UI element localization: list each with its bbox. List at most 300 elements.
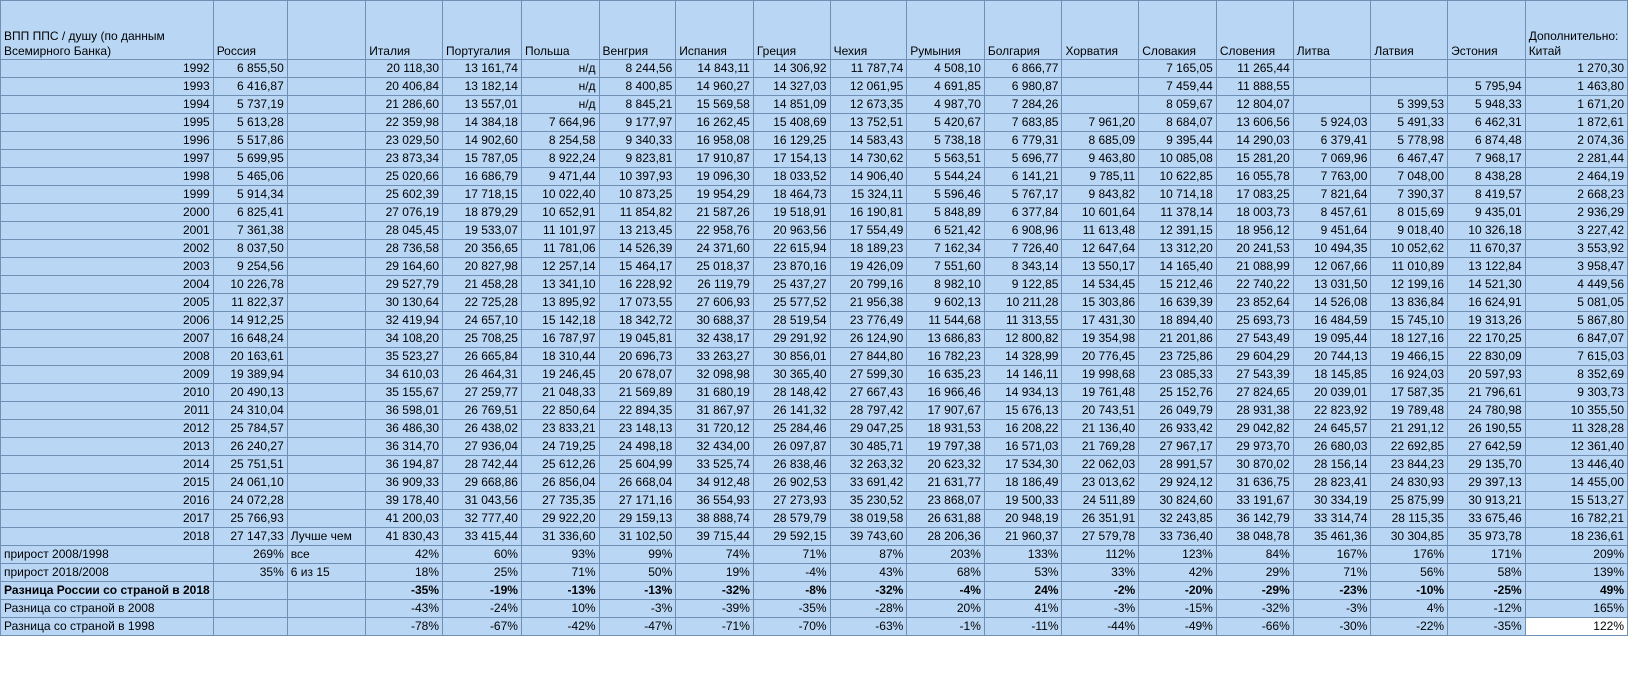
cell[interactable]: [287, 618, 366, 636]
cell[interactable]: 24 657,10: [443, 312, 522, 330]
cell[interactable]: 19 533,07: [443, 222, 522, 240]
cell[interactable]: 18 186,49: [984, 474, 1062, 492]
cell[interactable]: 18 931,53: [907, 420, 985, 438]
cell[interactable]: 5 924,03: [1293, 114, 1371, 132]
cell[interactable]: 24 719,25: [521, 438, 599, 456]
cell[interactable]: 16 782,23: [907, 348, 985, 366]
cell[interactable]: 28 148,42: [753, 384, 830, 402]
column-header[interactable]: Чехия: [830, 1, 907, 60]
cell[interactable]: 15 787,05: [443, 150, 522, 168]
cell[interactable]: 33 191,67: [1216, 492, 1293, 510]
cell[interactable]: 29%: [1216, 564, 1293, 582]
column-header[interactable]: Дополнительно: Китай: [1525, 1, 1627, 60]
cell[interactable]: 22 958,76: [676, 222, 754, 240]
cell[interactable]: 24 830,93: [1371, 474, 1448, 492]
cell[interactable]: 5 544,24: [907, 168, 985, 186]
cell[interactable]: 23 852,64: [1216, 294, 1293, 312]
cell[interactable]: 17 587,35: [1371, 384, 1448, 402]
cell[interactable]: 9 602,13: [907, 294, 985, 312]
cell[interactable]: 30 824,60: [1139, 492, 1217, 510]
cell[interactable]: 36 486,30: [366, 420, 443, 438]
cell[interactable]: 38 019,58: [830, 510, 907, 528]
cell[interactable]: 16 924,03: [1371, 366, 1448, 384]
cell[interactable]: 9 463,80: [1062, 150, 1139, 168]
cell[interactable]: 26 838,46: [753, 456, 830, 474]
cell[interactable]: 5 778,98: [1371, 132, 1448, 150]
cell[interactable]: 21 587,26: [676, 204, 754, 222]
cell[interactable]: 6 847,07: [1525, 330, 1627, 348]
cell[interactable]: прирост 2008/1998: [1, 546, 214, 564]
cell[interactable]: 26 856,04: [521, 474, 599, 492]
cell[interactable]: 25 284,46: [753, 420, 830, 438]
cell[interactable]: 4 691,85: [907, 78, 985, 96]
cell[interactable]: 14 902,60: [443, 132, 522, 150]
cell[interactable]: 18 342,72: [599, 312, 676, 330]
cell[interactable]: 11 670,37: [1448, 240, 1526, 258]
cell[interactable]: 20%: [907, 600, 985, 618]
cell[interactable]: 28 823,41: [1293, 474, 1371, 492]
cell[interactable]: 5 767,17: [984, 186, 1062, 204]
cell[interactable]: 9 471,44: [521, 168, 599, 186]
cell[interactable]: 1997: [1, 150, 214, 168]
cell[interactable]: 16 787,97: [521, 330, 599, 348]
cell[interactable]: 10 211,28: [984, 294, 1062, 312]
cell[interactable]: 27 967,17: [1139, 438, 1217, 456]
cell[interactable]: 93%: [521, 546, 599, 564]
cell[interactable]: 35 230,52: [830, 492, 907, 510]
cell[interactable]: 9 395,44: [1139, 132, 1217, 150]
cell[interactable]: -12%: [1448, 600, 1526, 618]
cell[interactable]: 13 752,51: [830, 114, 907, 132]
cell[interactable]: 26 464,31: [443, 366, 522, 384]
cell[interactable]: 2008: [1, 348, 214, 366]
cell[interactable]: -44%: [1062, 618, 1139, 636]
column-header[interactable]: Хорватия: [1062, 1, 1139, 60]
cell[interactable]: [287, 78, 366, 96]
cell[interactable]: 36 909,33: [366, 474, 443, 492]
cell[interactable]: 24 061,10: [213, 474, 287, 492]
cell[interactable]: 20 597,93: [1448, 366, 1526, 384]
cell[interactable]: 5 517,86: [213, 132, 287, 150]
cell[interactable]: 25 020,66: [366, 168, 443, 186]
cell[interactable]: 11 888,55: [1216, 78, 1293, 96]
cell[interactable]: 32 263,32: [830, 456, 907, 474]
cell[interactable]: 2009: [1, 366, 214, 384]
cell[interactable]: 7 551,60: [907, 258, 985, 276]
cell[interactable]: 33 314,74: [1293, 510, 1371, 528]
cell[interactable]: 25 577,52: [753, 294, 830, 312]
cell[interactable]: 20 241,53: [1216, 240, 1293, 258]
cell[interactable]: 123%: [1139, 546, 1217, 564]
cell[interactable]: 33 525,74: [676, 456, 754, 474]
cell[interactable]: 8 457,61: [1293, 204, 1371, 222]
cell[interactable]: 23 776,49: [830, 312, 907, 330]
cell[interactable]: 7 615,03: [1525, 348, 1627, 366]
cell[interactable]: [287, 330, 366, 348]
cell[interactable]: 71%: [1293, 564, 1371, 582]
cell[interactable]: 23 725,86: [1139, 348, 1217, 366]
cell[interactable]: 18 310,44: [521, 348, 599, 366]
cell[interactable]: 8 922,24: [521, 150, 599, 168]
cell[interactable]: 25 604,99: [599, 456, 676, 474]
cell[interactable]: [287, 96, 366, 114]
cell[interactable]: 24 498,18: [599, 438, 676, 456]
cell[interactable]: 5 491,33: [1371, 114, 1448, 132]
cell[interactable]: 6 379,41: [1293, 132, 1371, 150]
cell[interactable]: 26 668,04: [599, 474, 676, 492]
cell[interactable]: 22 830,09: [1448, 348, 1526, 366]
cell[interactable]: 13 341,10: [521, 276, 599, 294]
cell[interactable]: 7 162,34: [907, 240, 985, 258]
cell[interactable]: 30 870,02: [1216, 456, 1293, 474]
cell[interactable]: [213, 582, 287, 600]
cell[interactable]: 26 769,51: [443, 402, 522, 420]
cell[interactable]: 5 081,05: [1525, 294, 1627, 312]
cell[interactable]: 28 156,14: [1293, 456, 1371, 474]
cell[interactable]: 22 062,03: [1062, 456, 1139, 474]
cell[interactable]: 26 933,42: [1139, 420, 1217, 438]
cell[interactable]: 112%: [1062, 546, 1139, 564]
column-header[interactable]: Италия: [366, 1, 443, 60]
cell[interactable]: 28 742,44: [443, 456, 522, 474]
cell[interactable]: 33 675,46: [1448, 510, 1526, 528]
cell[interactable]: 56%: [1371, 564, 1448, 582]
cell[interactable]: 21 286,60: [366, 96, 443, 114]
cell[interactable]: 20 118,30: [366, 60, 443, 78]
cell[interactable]: 12 199,16: [1371, 276, 1448, 294]
cell[interactable]: 4 508,10: [907, 60, 985, 78]
cell[interactable]: 25 152,76: [1139, 384, 1217, 402]
cell[interactable]: 43%: [830, 564, 907, 582]
cell[interactable]: 21 201,86: [1139, 330, 1217, 348]
cell[interactable]: 1995: [1, 114, 214, 132]
cell[interactable]: 17 718,15: [443, 186, 522, 204]
column-header[interactable]: Россия: [213, 1, 287, 60]
cell[interactable]: 17 431,30: [1062, 312, 1139, 330]
cell[interactable]: 2 936,29: [1525, 204, 1627, 222]
cell[interactable]: -2%: [1062, 582, 1139, 600]
cell[interactable]: 8 438,28: [1448, 168, 1526, 186]
cell[interactable]: 11 787,74: [830, 60, 907, 78]
cell[interactable]: 22 850,64: [521, 402, 599, 420]
column-header[interactable]: [287, 1, 366, 60]
cell[interactable]: 11 544,68: [907, 312, 985, 330]
cell[interactable]: 19 998,68: [1062, 366, 1139, 384]
cell[interactable]: 29 135,70: [1448, 456, 1526, 474]
cell[interactable]: 32 419,94: [366, 312, 443, 330]
cell[interactable]: 11 265,44: [1216, 60, 1293, 78]
column-header[interactable]: Польша: [521, 1, 599, 60]
cell[interactable]: 2000: [1, 204, 214, 222]
cell[interactable]: 17 154,13: [753, 150, 830, 168]
cell[interactable]: -66%: [1216, 618, 1293, 636]
cell[interactable]: 6 779,31: [984, 132, 1062, 150]
cell[interactable]: 31 102,50: [599, 528, 676, 546]
cell[interactable]: 24 511,89: [1062, 492, 1139, 510]
cell[interactable]: 41 200,03: [366, 510, 443, 528]
cell[interactable]: 41 830,43: [366, 528, 443, 546]
cell[interactable]: 8 244,56: [599, 60, 676, 78]
cell[interactable]: 29 291,92: [753, 330, 830, 348]
cell[interactable]: [1062, 96, 1139, 114]
cell[interactable]: 19 761,48: [1062, 384, 1139, 402]
cell[interactable]: 74%: [676, 546, 754, 564]
cell[interactable]: -47%: [599, 618, 676, 636]
cell[interactable]: 29 159,13: [599, 510, 676, 528]
cell[interactable]: 15 408,69: [753, 114, 830, 132]
cell[interactable]: 34 108,20: [366, 330, 443, 348]
cell[interactable]: [287, 366, 366, 384]
cell[interactable]: -30%: [1293, 618, 1371, 636]
cell[interactable]: 39 178,40: [366, 492, 443, 510]
cell[interactable]: 8 845,21: [599, 96, 676, 114]
cell[interactable]: 13 161,74: [443, 60, 522, 78]
cell[interactable]: 2018: [1, 528, 214, 546]
cell[interactable]: 24 310,04: [213, 402, 287, 420]
cell[interactable]: 10 873,25: [599, 186, 676, 204]
cell[interactable]: 5 737,19: [213, 96, 287, 114]
cell[interactable]: 39 715,44: [676, 528, 754, 546]
cell[interactable]: 36 194,87: [366, 456, 443, 474]
cell[interactable]: 12 361,40: [1525, 438, 1627, 456]
cell[interactable]: 23 844,23: [1371, 456, 1448, 474]
cell[interactable]: 9 435,01: [1448, 204, 1526, 222]
cell[interactable]: 16 129,25: [753, 132, 830, 150]
cell[interactable]: 35 523,27: [366, 348, 443, 366]
cell[interactable]: 7 459,44: [1139, 78, 1217, 96]
cell[interactable]: 21 088,99: [1216, 258, 1293, 276]
cell[interactable]: -22%: [1371, 618, 1448, 636]
column-header[interactable]: Словения: [1216, 1, 1293, 60]
column-header[interactable]: Словакия: [1139, 1, 1217, 60]
cell[interactable]: 9 785,11: [1062, 168, 1139, 186]
cell[interactable]: 12 067,66: [1293, 258, 1371, 276]
cell[interactable]: 29 924,12: [1139, 474, 1217, 492]
cell[interactable]: 27 076,19: [366, 204, 443, 222]
cell[interactable]: 269%: [213, 546, 287, 564]
cell[interactable]: -70%: [753, 618, 830, 636]
cell[interactable]: 21 631,77: [907, 474, 985, 492]
cell[interactable]: 16 782,21: [1525, 510, 1627, 528]
cell[interactable]: 2003: [1, 258, 214, 276]
cell[interactable]: 26 124,90: [830, 330, 907, 348]
cell[interactable]: 6 866,77: [984, 60, 1062, 78]
cell[interactable]: 27 667,43: [830, 384, 907, 402]
cell[interactable]: 7 968,17: [1448, 150, 1526, 168]
cell[interactable]: 10 652,91: [521, 204, 599, 222]
cell[interactable]: 17 073,55: [599, 294, 676, 312]
cell[interactable]: 2 668,23: [1525, 186, 1627, 204]
cell[interactable]: 27 147,33: [213, 528, 287, 546]
cell[interactable]: 17 907,67: [907, 402, 985, 420]
cell[interactable]: 6 825,41: [213, 204, 287, 222]
cell[interactable]: 25 437,27: [753, 276, 830, 294]
cell[interactable]: 3 958,47: [1525, 258, 1627, 276]
cell[interactable]: 24%: [984, 582, 1062, 600]
cell[interactable]: 165%: [1525, 600, 1627, 618]
cell[interactable]: 10 052,62: [1371, 240, 1448, 258]
cell[interactable]: -42%: [521, 618, 599, 636]
cell[interactable]: 8 419,57: [1448, 186, 1526, 204]
cell[interactable]: 11 010,89: [1371, 258, 1448, 276]
cell[interactable]: 38 048,78: [1216, 528, 1293, 546]
cell[interactable]: 8 400,85: [599, 78, 676, 96]
cell[interactable]: 25 875,99: [1371, 492, 1448, 510]
cell[interactable]: 12 673,35: [830, 96, 907, 114]
cell[interactable]: 7 683,85: [984, 114, 1062, 132]
cell[interactable]: 34 610,03: [366, 366, 443, 384]
cell[interactable]: 2002: [1, 240, 214, 258]
cell[interactable]: 20 799,16: [830, 276, 907, 294]
cell[interactable]: 71%: [753, 546, 830, 564]
cell[interactable]: [1293, 96, 1371, 114]
cell[interactable]: 167%: [1293, 546, 1371, 564]
cell[interactable]: 16 648,24: [213, 330, 287, 348]
cell[interactable]: 11 854,82: [599, 204, 676, 222]
cell[interactable]: 31 043,56: [443, 492, 522, 510]
cell[interactable]: 9 451,64: [1293, 222, 1371, 240]
cell[interactable]: -13%: [521, 582, 599, 600]
cell[interactable]: 29 164,60: [366, 258, 443, 276]
cell[interactable]: [287, 114, 366, 132]
cell[interactable]: 8 059,67: [1139, 96, 1217, 114]
cell[interactable]: 2015: [1, 474, 214, 492]
cell[interactable]: 26 902,53: [753, 474, 830, 492]
cell[interactable]: 10 022,40: [521, 186, 599, 204]
cell[interactable]: 16 208,22: [984, 420, 1062, 438]
cell[interactable]: 18%: [366, 564, 443, 582]
cell[interactable]: 2013: [1, 438, 214, 456]
cell[interactable]: 13 686,83: [907, 330, 985, 348]
cell[interactable]: [287, 402, 366, 420]
cell[interactable]: -24%: [443, 600, 522, 618]
cell[interactable]: [287, 258, 366, 276]
cell[interactable]: 20 356,65: [443, 240, 522, 258]
cell[interactable]: 30 485,71: [830, 438, 907, 456]
cell[interactable]: 13 122,84: [1448, 258, 1526, 276]
cell[interactable]: 26 351,91: [1062, 510, 1139, 528]
cell[interactable]: 24 780,98: [1448, 402, 1526, 420]
cell[interactable]: 41%: [984, 600, 1062, 618]
cell[interactable]: 28 991,57: [1139, 456, 1217, 474]
cell[interactable]: 25 693,73: [1216, 312, 1293, 330]
cell[interactable]: 30 913,21: [1448, 492, 1526, 510]
cell[interactable]: 15 513,27: [1525, 492, 1627, 510]
cell[interactable]: -13%: [599, 582, 676, 600]
cell[interactable]: 10 326,18: [1448, 222, 1526, 240]
cell[interactable]: 3 553,92: [1525, 240, 1627, 258]
cell[interactable]: 22 894,35: [599, 402, 676, 420]
cell[interactable]: 26 680,03: [1293, 438, 1371, 456]
cell[interactable]: -39%: [676, 600, 754, 618]
cell[interactable]: 13 895,92: [521, 294, 599, 312]
cell[interactable]: 39 743,60: [830, 528, 907, 546]
cell[interactable]: 2 281,44: [1525, 150, 1627, 168]
cell[interactable]: 19 797,38: [907, 438, 985, 456]
cell[interactable]: 11 101,97: [521, 222, 599, 240]
cell[interactable]: 25 018,37: [676, 258, 754, 276]
cell[interactable]: 2016: [1, 492, 214, 510]
cell[interactable]: 176%: [1371, 546, 1448, 564]
cell[interactable]: н/д: [521, 78, 599, 96]
cell[interactable]: [287, 474, 366, 492]
cell[interactable]: -35%: [753, 600, 830, 618]
cell[interactable]: 19 246,45: [521, 366, 599, 384]
cell[interactable]: 14 290,03: [1216, 132, 1293, 150]
cell[interactable]: 209%: [1525, 546, 1627, 564]
cell[interactable]: 27 171,16: [599, 492, 676, 510]
cell[interactable]: [287, 204, 366, 222]
column-header[interactable]: Латвия: [1371, 1, 1448, 60]
cell[interactable]: 5 420,67: [907, 114, 985, 132]
cell[interactable]: 16 190,81: [830, 204, 907, 222]
cell[interactable]: 14 327,03: [753, 78, 830, 96]
column-header[interactable]: Португалия: [443, 1, 522, 60]
cell[interactable]: 5 848,89: [907, 204, 985, 222]
cell[interactable]: 8 352,69: [1525, 366, 1627, 384]
cell[interactable]: 16 484,59: [1293, 312, 1371, 330]
cell[interactable]: 99%: [599, 546, 676, 564]
cell[interactable]: 10 494,35: [1293, 240, 1371, 258]
cell[interactable]: [287, 222, 366, 240]
cell[interactable]: 19 954,29: [676, 186, 754, 204]
cell[interactable]: -67%: [443, 618, 522, 636]
cell[interactable]: -3%: [599, 600, 676, 618]
cell[interactable]: 17 910,87: [676, 150, 754, 168]
cell[interactable]: 6 855,50: [213, 60, 287, 78]
cell[interactable]: Лучше чем: [287, 528, 366, 546]
cell[interactable]: 38 888,74: [676, 510, 754, 528]
cell[interactable]: 22 740,22: [1216, 276, 1293, 294]
cell[interactable]: 19 095,44: [1293, 330, 1371, 348]
cell[interactable]: 2001: [1, 222, 214, 240]
cell[interactable]: 6 980,87: [984, 78, 1062, 96]
cell[interactable]: 2 074,36: [1525, 132, 1627, 150]
cell[interactable]: 32 777,40: [443, 510, 522, 528]
cell[interactable]: 26 665,84: [443, 348, 522, 366]
cell[interactable]: 18 956,12: [1216, 222, 1293, 240]
cell[interactable]: 30 688,37: [676, 312, 754, 330]
cell[interactable]: 9 340,33: [599, 132, 676, 150]
cell[interactable]: 12 257,14: [521, 258, 599, 276]
cell[interactable]: 7 763,00: [1293, 168, 1371, 186]
cell[interactable]: 23 873,34: [366, 150, 443, 168]
cell[interactable]: 23 085,33: [1139, 366, 1217, 384]
cell[interactable]: 28 736,58: [366, 240, 443, 258]
cell[interactable]: -25%: [1448, 582, 1526, 600]
cell[interactable]: 19 466,15: [1371, 348, 1448, 366]
column-header[interactable]: Греция: [753, 1, 830, 60]
cell[interactable]: 32 434,00: [676, 438, 754, 456]
cell[interactable]: 13 213,45: [599, 222, 676, 240]
cell[interactable]: 18 033,52: [753, 168, 830, 186]
cell[interactable]: 5 596,46: [907, 186, 985, 204]
cell[interactable]: 27 735,35: [521, 492, 599, 510]
cell[interactable]: прирост 2018/2008: [1, 564, 214, 582]
cell[interactable]: 5 399,53: [1371, 96, 1448, 114]
cell[interactable]: -8%: [753, 582, 830, 600]
cell[interactable]: 22 170,25: [1448, 330, 1526, 348]
cell[interactable]: [287, 582, 366, 600]
cell[interactable]: 29 397,13: [1448, 474, 1526, 492]
cell[interactable]: 17 534,30: [984, 456, 1062, 474]
cell[interactable]: [287, 60, 366, 78]
cell[interactable]: 6 из 15: [287, 564, 366, 582]
cell[interactable]: -10%: [1371, 582, 1448, 600]
cell[interactable]: 27 824,65: [1216, 384, 1293, 402]
cell[interactable]: 14 455,00: [1525, 474, 1627, 492]
cell[interactable]: 87%: [830, 546, 907, 564]
